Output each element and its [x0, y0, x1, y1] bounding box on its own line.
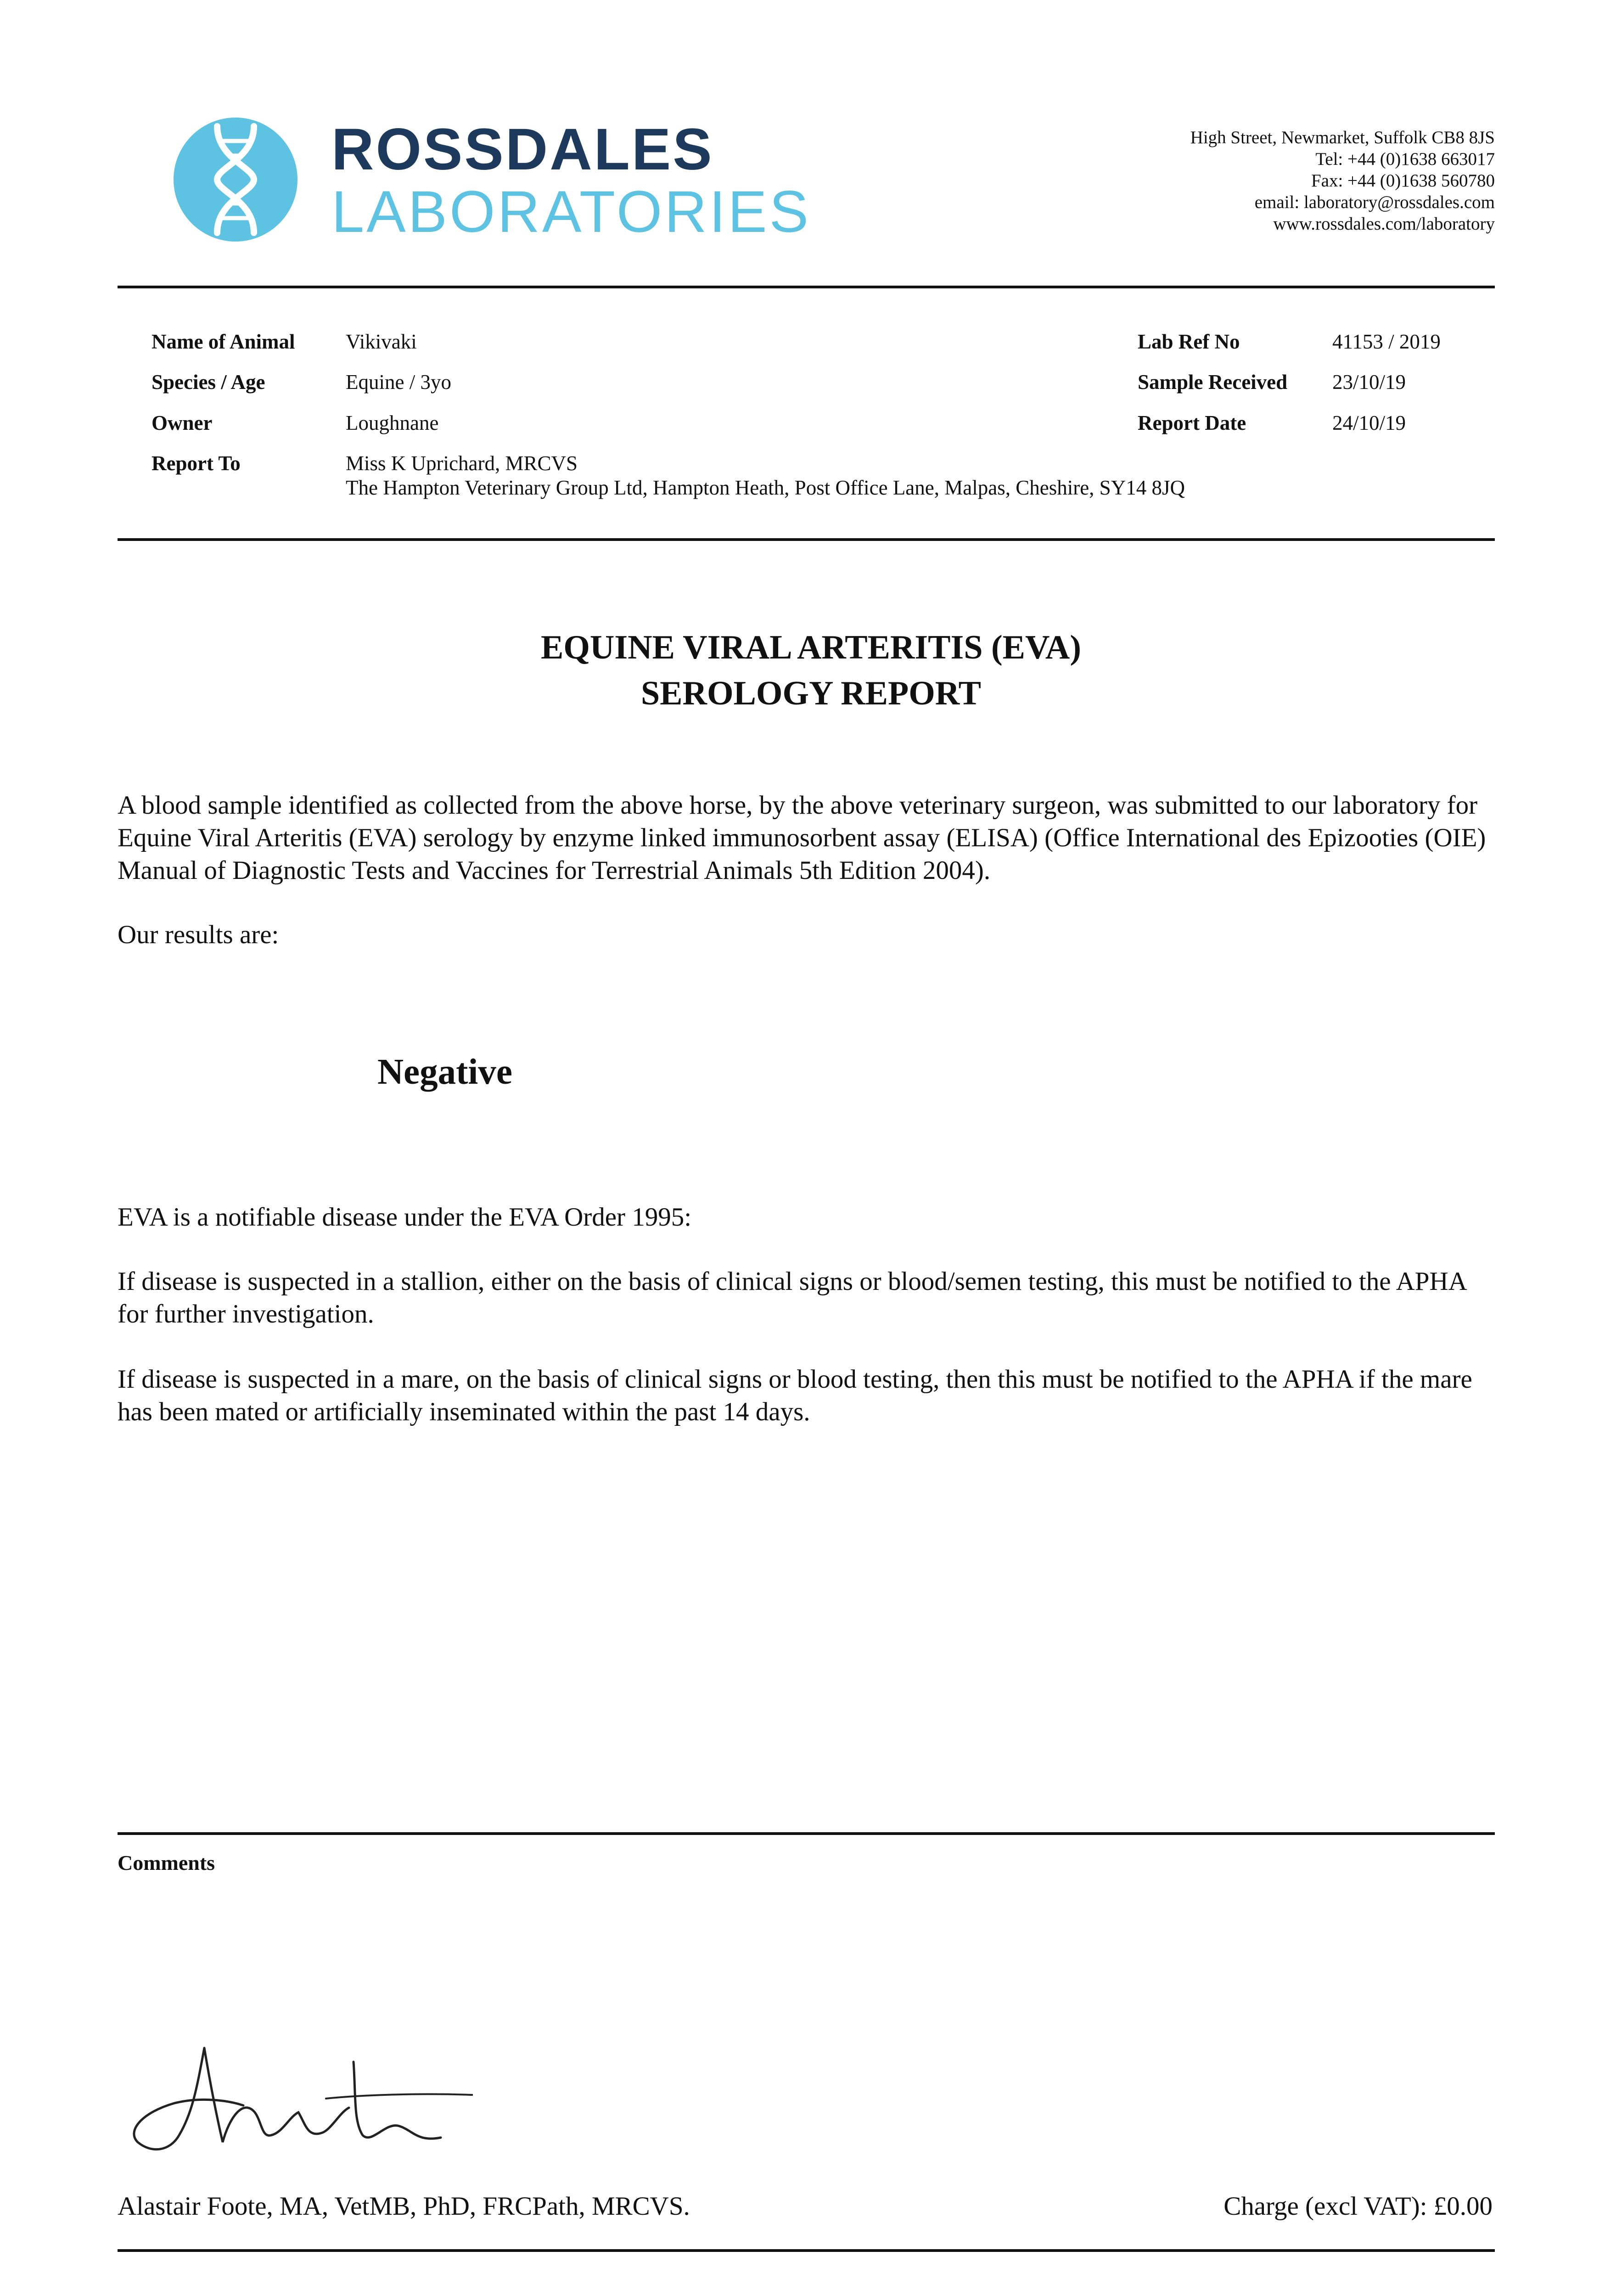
sample-received-label: Sample Received — [1138, 371, 1288, 394]
notifiable-notice: EVA is a notifiable disease under the EVA Order 1995: — [118, 1203, 692, 1232]
report-to-label: Report To — [152, 452, 241, 475]
report-title-line1: EQUINE VIRAL ARTERITIS (EVA) — [541, 629, 1081, 666]
report-to-recipient: Miss K Uprichard, MRCVS — [346, 452, 578, 475]
owner-value: Loughnane — [346, 411, 439, 434]
intro-paragraph: A blood sample identified as collected from the above horse, by the above veterinary surgeon, was submitted to our laboratory for Equine Viral Arteritis (EVA) serology by enzyme linked immunosorbent assay (ELISA) (Office International des Epizooties (OIE) Manual of Diagnostic Tests and Vaccines for Terrestrial Animals 5th Edition 2004). — [118, 791, 1486, 885]
report-to-address: The Hampton Veterinary Group Ltd, Hampton Heath, Post Office Lane, Malpas, Cheshire, SY14 8JQ — [346, 476, 1185, 499]
brand-name: ROSSDALES — [331, 117, 714, 182]
contact-website[interactable]: www.rossdales.com/laboratory — [1273, 214, 1495, 234]
comments-label: Comments — [118, 1851, 215, 1874]
charge-amount: Charge (excl VAT): £0.00 — [1224, 2192, 1493, 2221]
name-of-animal-label: Name of Animal — [152, 330, 295, 353]
contact-email[interactable]: email: laboratory@rossdales.com — [1254, 192, 1495, 212]
lab-ref-label: Lab Ref No — [1138, 330, 1240, 353]
species-age-label: Species / Age — [152, 371, 265, 394]
contact-block — [1190, 127, 1495, 235]
sample-received-value: 23/10/19 — [1332, 371, 1406, 394]
report-date-value: 24/10/19 — [1332, 411, 1406, 434]
signature-image — [124, 2043, 473, 2163]
header-divider — [118, 286, 1495, 288]
contact-address: High Street, Newmarket, Suffolk CB8 8JS — [1190, 128, 1495, 147]
result-value: Negative — [377, 1052, 512, 1092]
dna-helix-icon — [174, 117, 297, 242]
report-date-label: Report Date — [1138, 411, 1246, 434]
mare-paragraph: If disease is suspected in a mare, on the basis of clinical signs or blood testing, then this must be notified to the APHA if the mare has been mated or artificially inseminated within the past 14 days. — [118, 1365, 1472, 1426]
contact-tel: Tel: +44 (0)1638 663017 — [1315, 149, 1495, 169]
species-age-value: Equine / 3yo — [346, 371, 451, 394]
comments-divider — [118, 1832, 1495, 1835]
brand-subname: LABORATORIES — [331, 179, 811, 245]
report-title-line2: SEROLOGY REPORT — [641, 675, 981, 712]
signatory-name: Alastair Foote, MA, VetMB, PhD, FRCPath, MRCVS. — [118, 2192, 690, 2221]
footer-divider — [118, 2249, 1495, 2252]
contact-fax: Fax: +44 (0)1638 560780 — [1311, 171, 1495, 191]
results-lead: Our results are: — [118, 920, 279, 949]
stallion-paragraph: If disease is suspected in a stallion, either on the basis of clinical signs or blood/semen testing, this must be notified to the APHA for further investigation. — [118, 1267, 1466, 1328]
info-divider — [118, 538, 1495, 541]
lab-ref-value: 41153 / 2019 — [1332, 330, 1441, 353]
name-of-animal-value: Vikivaki — [346, 330, 417, 353]
owner-label: Owner — [152, 411, 213, 434]
